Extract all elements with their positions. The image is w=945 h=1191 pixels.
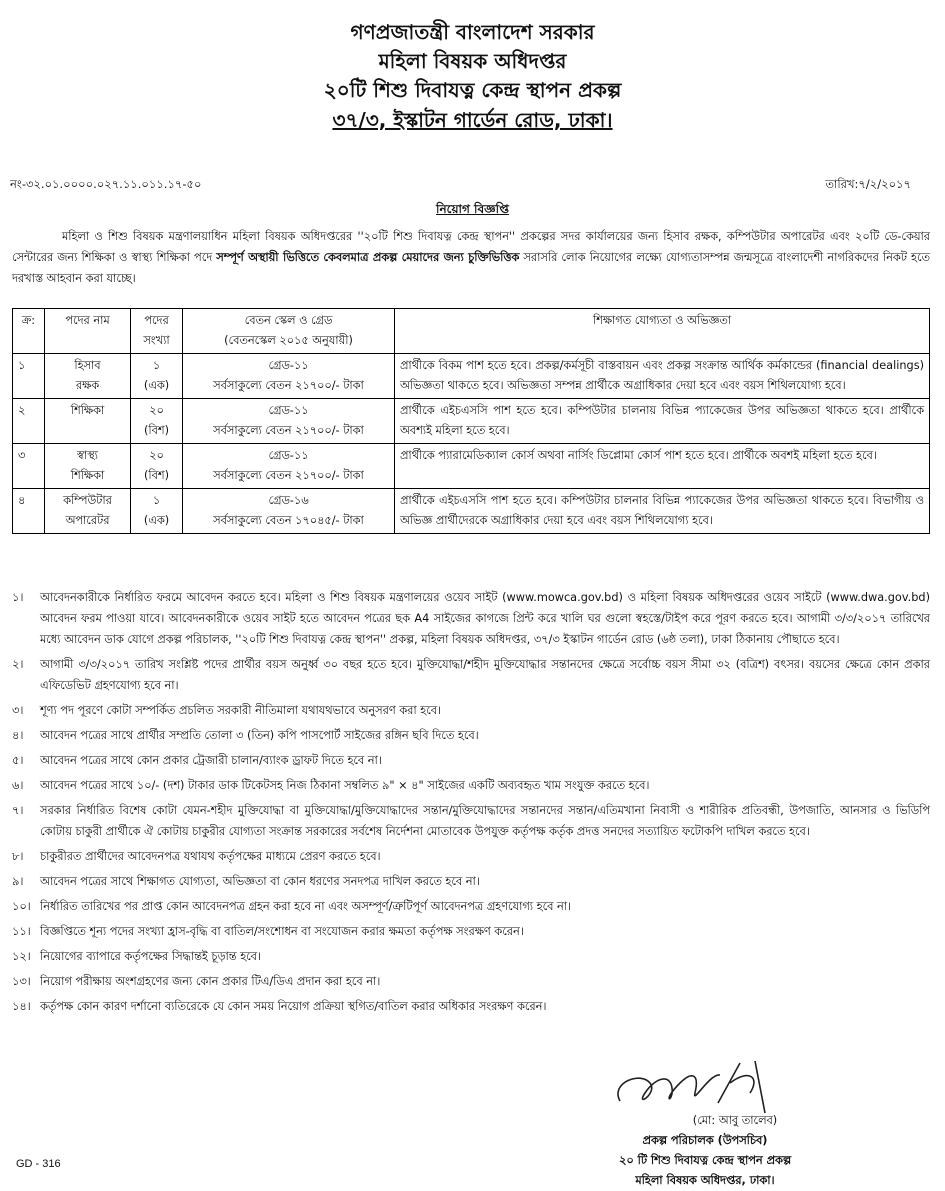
notice-date: তারিখ:৭/২/২০১৭ — [825, 177, 911, 191]
row-post-count: ১ (এক) — [131, 489, 183, 534]
header-post-name: পদের নাম — [45, 309, 131, 354]
office-address: ৩৭/৩, ইস্কাটন গার্ডেন রোড, ঢাকা। — [332, 108, 613, 132]
intro-text-1: মহিলা ও শিশু বিষয়ক মন্ত্রণালয়াধিন মহিলা বিষয়ক অধিদপ্তরের ''২০টি শিশু দিবাযত্ন কেন্দ্র স্থাপন'' প্রকল্পের সদর কার্যালয়ের জন্য হিসাব রক্ষক, কম্পিউটার অপারেটর এবং ২০টি ডে-কেয়ার সেন্টারের জন্য শিক্ষিকা ও স্বাস্থ্য শিক্ষিকা পদে — [12, 230, 930, 264]
intro-paragraph — [12, 226, 930, 289]
row-qualification: প্রার্থীকে এইচএসসি পাশ হতে হবে। কম্পিউটার চালনায় বিভিন্ন প্যাকেজের উপর অভিজ্ঞতা থাকতে হবে। প্রার্থীকে অবশ্যই মহিলা হতে হবে। — [395, 399, 930, 444]
row-post-count: ১ (এক) — [131, 354, 183, 399]
list-item: ৬। আবেদন পত্রের সাথে ১০/- (দশ) টাকার ডাক টিকেটসহ নিজ ঠিকানা সম্বলিত ৯" × ৪" সাইজের একটি অব্যবহৃত খাম সংযুক্ত করতে হবে। — [12, 779, 650, 792]
row-post-name: হিসাব রক্ষক — [45, 354, 131, 399]
list-item: ৭। সরকার নির্ধারিত বিশেষ কোটা যেমন-শহীদ মুক্তিযোদ্ধা বা মুক্তিযোদ্ধা/মুক্তিযোদ্ধাদের সন্তান/মুক্তিযোদ্ধাদের সন্তানদের সন্তান/এতিমখানা নিবাসী ও শারীরিক প্রতিবন্ধী, উপজাতি, আনসার ও ভিডিপি কোটায় চাকুরী প্রার্থীকে ঐ কোটায় চাকুরীর যোগ্যতা সংক্রান্ত সরকারের সর্বশেষ নির্দেশনা মোতাবেক উপযুক্ত কর্তৃপক্ষ কর্তৃক প্রদত্ত সনদের সত্যায়িত ফটোকপি দাখিল করতে হবে। — [12, 804, 930, 838]
row-pay-scale: গ্রেড-১১ সর্বসাকুল্যে বেতন ২১৭০০/- টাকা — [183, 354, 395, 399]
row-qualification: প্রার্থীকে প্যারামেডিক্যাল কোর্স অথবা নার্সিং ডিপ্লোমা কোর্স পাশ হতে হবে। প্রার্থীকে অবশই মহিলা হতে হবে। — [395, 444, 930, 489]
signatory-office: মহিলা বিষয়ক অধিদপ্তর, ঢাকা। — [635, 1174, 775, 1187]
row-qualification: প্রার্থীকে এইচএসসি পাশ হতে হবে। কম্পিউটার চালনার বিভিন্ন প্যাকেজের উপর অভিজ্ঞতা থাকতে হবে। বিভাগীয় ও অভিজ্ঞ প্রার্থীদেরকে অগ্রাধিকার দেয়া হবে এবং বয়স শিথিলযোগ্য হবে। — [395, 489, 930, 534]
list-item: ৯। আবেদন পত্রের সাথে শিক্ষাগত যোগ্যতা, অভিজ্ঞতা বা কোন ধরণের সনদপত্র দাখিল করতে হবে না। — [12, 875, 480, 888]
row-serial: ৩ — [13, 444, 45, 489]
list-item: ২। আগামী ৩/৩/২০১৭ তারিখ সংশ্লিষ্ট পদের প্রার্থীর বয়স অনুর্ধ্ব ৩০ বছর হতে হবে। মুক্তিযোদ্ধা/শহীদ মুক্তিযোদ্ধার সন্তানদের ক্ষেত্রে সর্বোচ্চ বয়স সীমা ৩২ (বত্রিশ) বৎসর। বয়সের ক্ষেত্রে কোন প্রকার এফিডেভিট গ্রহণযোগ্য হবে না। — [12, 658, 930, 692]
header-post-count: পদের সংখ্যা — [131, 309, 183, 354]
table-row — [13, 354, 930, 399]
list-item: ৩। শূণ্য পদ পূরণে কোটা সম্পর্কিত প্রচলিত সরকারী নীতিমালা যথাযথভাবে অনুসরণ করা হবে। — [12, 704, 442, 717]
list-item: ১। আবেদনকারীকে নির্ধারিত ফরমে আবেদন করতে হবে। মহিলা ও শিশু বিষয়ক মন্ত্রণালয়ের ওয়েব সাইট (www.mowca.gov.bd) ও মহিলা বিষয়ক অধিদপ্তরের ওয়েব সাইটে (www.dwa.gov.bd) আবেদন ফরম পাওয়া যাবে। আবেদনকারীকে ওয়েব সাইট হতে আবেদন পত্রের ছক A4 সাইজের কাগজে প্রিন্ট করে খালি ঘর গুলো স্বহস্তে/টাইপ করে পূরণ করতে হবে। আগামী ৩/৩/২০১৭ তারিখের মধ্যে আবেদন ডাক যোগে প্রকল্প পরিচালক, ''২০টি শিশু দিবাযত্ন কেন্দ্র স্থাপন'' প্রকল্প, মহিলা বিষয়ক অধিদপ্তর, ৩৭/৩ ইস্কাটন গার্ডেন রোড (৬ষ্ঠ তলা), ঢাকা ঠিকানায় পৌছাতে হবে। — [12, 591, 930, 646]
table-row — [13, 489, 930, 534]
row-qualification: প্রার্থীকে বিকম পাশ হতে হবে। প্রকল্প/কর্মসূচী বাস্তবায়ন এবং প্রকল্প সংক্রান্ত আর্থিক কর্মকান্ডের (financial dealings) অভিজ্ঞতা থাকতে হবে। অভিজ্ঞতা সম্পন্ন প্রার্থীকে অগ্রাধিকার দেয়া হবে এবং বয়স শিথিলযোগ্য হবে। — [395, 354, 930, 399]
row-pay-scale: গ্রেড-১৬ সর্বসাকুল্যে বেতন ১৭০৪৫/- টাকা — [183, 489, 395, 534]
list-item: ১১। বিজ্ঞপ্তিতে শূন্য পদের সংখ্যা হ্রাস-বৃদ্ধি বা বাতিল/সংশোধন বা সংযোজন করার ক্ষমতা কর্তৃপক্ষ সংরক্ষণ করেন। — [12, 925, 524, 938]
project-name: ২০টি শিশু দিবাযত্ন কেন্দ্র স্থাপন প্রকল্প — [323, 78, 622, 102]
header-serial: ক্র: — [13, 309, 45, 354]
row-serial: ২ — [13, 399, 45, 444]
signatory-title: প্রকল্প পরিচালক (উপসচিব) — [642, 1134, 768, 1147]
intro-text-2: সরাসরি লোক নিয়োগের লক্ষ্যে যোগ্যতাসম্পন্ন জন্মসূত্রে বাংলাদেশী নাগরিকদের নিকট হতে দরখাস্ত আহবান করা যাচ্ছে। — [12, 251, 930, 285]
row-post-count: ২০ (বিশ) — [131, 444, 183, 489]
conditions-list — [12, 587, 930, 1021]
list-item: ১৪। কর্তৃপক্ষ কোন কারণ দর্শানো ব্যতিরেকে যে কোন সময় নিয়োগ প্রক্রিয়া স্থগিত/বাতিল করার অধিকার সংরক্ষণ করেন। — [12, 1000, 547, 1013]
row-post-name: স্বাস্থ্য শিক্ষিকা — [45, 444, 131, 489]
memo-number: নং-৩২.০১.০০০০.০২৭.১১.০১১.১৭-৫০ — [10, 177, 202, 191]
table-header-row — [13, 309, 930, 354]
list-item: ১০। নির্ধারিত তারিখের পর প্রাপ্ত কোন আবেদনপত্র গ্রহন করা হবে না এবং অসম্পূর্ণ/ত্রুটিপূর্ণ আবেদনপত্র গ্রহণযোগ্য হবে না। — [12, 900, 572, 913]
list-item: ৪। আবেদন পত্রের সাথে প্রার্থীর সম্প্রতি তোলা ৩ (তিন) কপি পাসপোর্ট সাইজের রঙ্গিন ছবি দিতে হবে। — [12, 729, 479, 742]
government-name: গণপ্রজাতন্ত্রী বাংলাদেশ সরকার — [350, 20, 595, 44]
row-post-name: শিক্ষিকা — [45, 399, 131, 444]
header-pay-scale: বেতন স্কেল ও গ্রেড (বেতনস্কেল ২০১৫ অনুযায়ী) — [183, 309, 395, 354]
notice-title: নিয়োগ বিজ্ঞপ্তি — [436, 202, 509, 216]
header-qualification: শিক্ষাগত যোগ্যতা ও অভিজ্ঞতা — [395, 309, 930, 354]
letterhead — [0, 18, 945, 135]
row-serial: ১ — [13, 354, 45, 399]
row-pay-scale: গ্রেড-১১ সর্বসাকুল্যে বেতন ২১৭০০/- টাকা — [183, 399, 395, 444]
footer-code: GD - 316 — [16, 1158, 61, 1170]
row-post-count: ২০ (বিশ) — [131, 399, 183, 444]
list-item: ৮। চাকুরীরত প্রার্থীদের আবেদনপত্র যথাযথ কর্তৃপক্ষের মাধ্যমে প্রেরণ করতে হবে। — [12, 850, 381, 863]
department-name: মহিলা বিষয়ক অধিদপ্তর — [378, 49, 567, 73]
table-row — [13, 444, 930, 489]
row-pay-scale: গ্রেড-১১ সর্বসাকুল্যে বেতন ২১৭০০/- টাকা — [183, 444, 395, 489]
list-item: ৫। আবেদন পত্রের সাথে কোন প্রকার ট্রেজারী চালান/ব্যাংক ড্রাফট দিতে হবে না। — [12, 754, 382, 767]
posts-table — [12, 308, 930, 534]
signatory-project: ২০ টি শিশু দিবাযত্ন কেন্দ্র স্থাপন প্রকল্প — [618, 1154, 792, 1167]
row-post-name: কম্পিউটার অপারেটর — [45, 489, 131, 534]
list-item: ১৩। নিয়োগ পরীক্ষায় অংশগ্রহণের জন্য কোন প্রকার টিএ/ডিএ প্রদান করা হবে না। — [12, 975, 381, 988]
row-serial: ৪ — [13, 489, 45, 534]
table-row — [13, 399, 930, 444]
signatory-block — [560, 1111, 850, 1191]
intro-bold-text: সম্পূর্ণ অস্থায়ী ভিত্তিতে কেবলমাত্র প্রকল্প মেয়াদের জন্য চুক্তিভিত্তিক — [216, 251, 520, 264]
signatory-name: (মো: আবু তালেব) — [692, 1114, 778, 1127]
list-item: ১২। নিয়োগের ব্যাপারে কর্তৃপক্ষের সিদ্ধান্তই চূড়ান্ত হবে। — [12, 950, 261, 963]
